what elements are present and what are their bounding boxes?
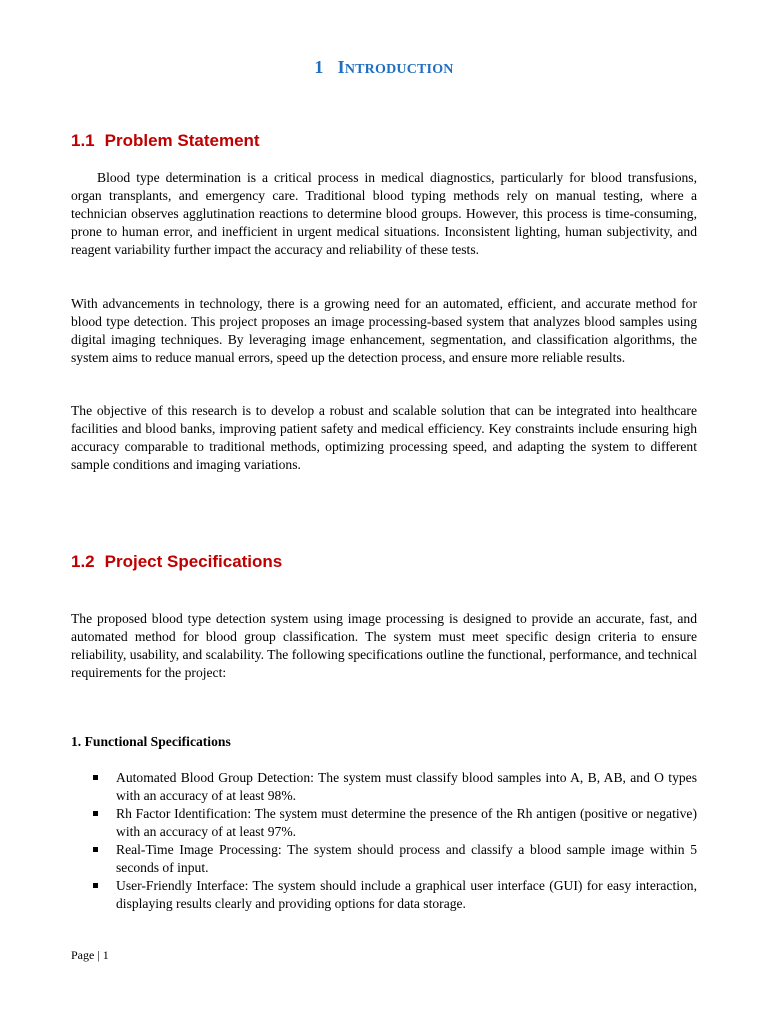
bullet-square-icon (93, 847, 98, 852)
section-title: Problem Statement (104, 131, 260, 150)
bullet-square-icon (93, 883, 98, 888)
footer-divider (71, 944, 697, 945)
list-item-text: Automated Blood Group Detection: The system must classify blood samples into A, B, AB, and O types with an accuracy of at least 98%. (116, 770, 697, 803)
list-item (71, 841, 697, 877)
chapter-number: 1 (314, 57, 324, 77)
bullet-square-icon (93, 811, 98, 816)
list-item (71, 805, 697, 841)
chapter-title (0, 57, 768, 78)
chapter-title-initial: I (337, 57, 345, 77)
list-item-text: Rh Factor Identification: The system must determine the presence of the Rh antigen (positive or negative) with an accuracy of at least 97%. (116, 806, 697, 839)
chapter-title-rest: NTRODUCTION (344, 62, 454, 77)
list-item-text: Real-Time Image Processing: The system should process and classify a blood sample image within 5 seconds of input. (116, 842, 697, 875)
subheading-functional-specifications: 1. Functional Specifications (71, 734, 231, 749)
section-title: Project Specifications (104, 552, 283, 571)
bullet-square-icon (93, 775, 98, 780)
list-item-text: User-Friendly Interface: The system should include a graphical user interface (GUI) for easy interaction, displaying results clearly and providing options for data storage. (116, 878, 697, 911)
section-heading-project-specifications (71, 552, 282, 572)
list-item (71, 769, 697, 805)
section-heading-problem-statement (71, 131, 260, 151)
section-number: 1.1 (71, 131, 95, 150)
paragraph-problem-1: Blood type determination is a critical process in medical diagnostics, particularly for blood transfusions, organ transplants, and emergency care. Traditional blood typing methods rely on manual testing, where a technician observes agglutination reactions to determine blood groups. However, this process is time-consuming, prone to human error, and inefficient in urgent medical situations. Inconsistent lighting, human subjectivity, and reagent variability further impact the accuracy and reliability of these tests. (71, 170, 697, 257)
paragraph-problem-3: The objective of this research is to develop a robust and scalable solution that can be integrated into healthcare facilities and blood banks, improving patient safety and medical efficiency. Key constraints include ensuring high accuracy comparable to traditional methods, optimizing processing speed, and adapting the system to different sample conditions and imaging variations. (71, 403, 697, 472)
list-item (71, 877, 697, 913)
page-footer: Page | 1 (71, 948, 109, 962)
section-number: 1.2 (71, 552, 95, 571)
paragraph-problem-2: With advancements in technology, there is a growing need for an automated, efficient, and accurate method for blood type detection. This project proposes an image processing-based system that analyzes blood samples using digital imaging techniques. By leveraging image enhancement, segmentation, and classification algorithms, the system aims to reduce manual errors, speed up the detection process, and ensure more reliable results. (71, 296, 697, 365)
functional-specifications-list (71, 769, 697, 913)
paragraph-specifications-intro: The proposed blood type detection system using image processing is designed to provide an accurate, fast, and automated method for blood group classification. The system must meet specific design criteria to ensure reliability, usability, and scalability. The following specifications outline the functional, performance, and technical requirements for the project: (71, 611, 697, 680)
